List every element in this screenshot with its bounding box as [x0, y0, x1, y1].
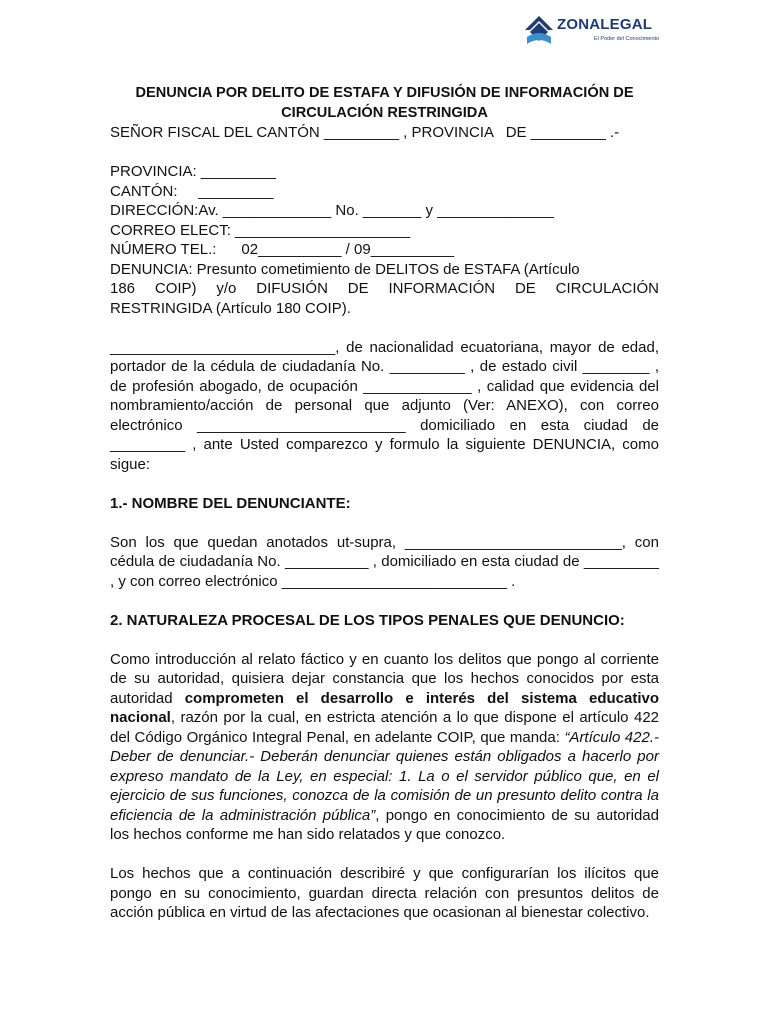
denuncia-line-3: RESTRINGIDA (Artículo 180 COIP).	[110, 299, 351, 317]
brand-tagline: El Poder del Conocimiento	[594, 36, 660, 42]
section-2-paragraph-1	[110, 650, 659, 845]
section-1-paragraph: Son los que quedan anotados ut-supra, __________________________, con cédula de ciudadanía No. __________ , domiciliado en esta ciudad de _________ , y con correo electrónico ___________________________ .	[110, 533, 659, 590]
s2-text-bold: comprometen el desarrollo e interés del sistema educativo nacional	[110, 689, 660, 726]
section-2-paragraph-2: Los hechos que a continuación describiré y que configurarían los ilícitos que pongo en su conocimiento, guardan directa relación con presuntos delitos de acción pública en virtud de las afectaciones que ocasionan al bienestar colectivo.	[110, 865, 659, 921]
s2-text-a: Como introducción al relato fáctico y en cuanto los delitos que pongo al corriente de su autoridad, quisiera dejar constancia que los hechos conocidos por esta autoridad	[110, 650, 659, 707]
s2-quote-article-422: “Artículo 422.- Deber de denunciar.- Deberán denunciar quienes están obligados a hacerlo por expreso mandato de la Ley, en especial: 1. La o el servidor público que, en el ejercicio de sus funciones, conozca de la comisión de un presunto delito contra la eficiencia de la administración pública”	[110, 728, 659, 824]
section-1-heading: 1.- NOMBRE DEL DENUNCIANTE:	[110, 494, 351, 512]
addressee-line: SEÑOR FISCAL DEL CANTÓN _________ , PROVINCIA DE _________ .-	[110, 124, 620, 141]
brand-logo	[524, 12, 664, 52]
field-telefono: NÚMERO TEL.: 02__________ / 09__________	[110, 241, 455, 258]
section-2-heading: 2. NATURALEZA PROCESAL DE LOS TIPOS PENALES QUE DENUNCIO:	[110, 611, 625, 629]
logo-mark-icon	[524, 15, 554, 45]
denuncia-line-2: 186 COIP) y/o DIFUSIÓN DE INFORMACIÓN DE CIRCULACIÓN	[110, 280, 659, 297]
field-provincia: PROVINCIA: _________	[110, 163, 276, 180]
doc-title-line-2: CIRCULACIÓN RESTRINGIDA	[281, 104, 488, 121]
intro-paragraph: ___________________________, de nacionalidad ecuatoriana, mayor de edad, portador de la cédula de ciudadanía No. _________ , de estado civil ________ , de profesión abogado, de ocupación _____________ , calidad que evidencia del nombramiento/acción de personal que adjunto (Ver: ANEXO), con correo electrónico _________________________ domiciliado en esta ciudad de _________ , ante Usted comparezco y formulo la siguiente DENUNCIA, como sigue:	[110, 338, 659, 473]
document-body	[110, 84, 659, 923]
doc-title-line-1: DENUNCIA POR DELITO DE ESTAFA Y DIFUSIÓN DE INFORMACIÓN DE	[135, 85, 634, 101]
s2-text-c: , razón por la cual, en estricta atención a lo que dispone el artículo 422 del Código Orgánico Integral Penal, en adelante COIP, que manda:	[110, 709, 659, 746]
brand-name: ZONALEGAL	[557, 16, 653, 33]
field-canton: CANTÓN: _________	[110, 182, 274, 200]
s2-text-e: , pongo en conocimiento de su autoridad los hechos conforme me han sido relatados y que conozco.	[110, 806, 659, 843]
field-direccion: DIRECCIÓN:Av. _____________ No. _______ y ______________	[110, 202, 554, 219]
field-correo: CORREO ELECT: _____________________	[110, 221, 411, 239]
denuncia-line-1: DENUNCIA: Presunto cometimiento de DELITOS de ESTAFA (Artículo	[110, 260, 580, 278]
